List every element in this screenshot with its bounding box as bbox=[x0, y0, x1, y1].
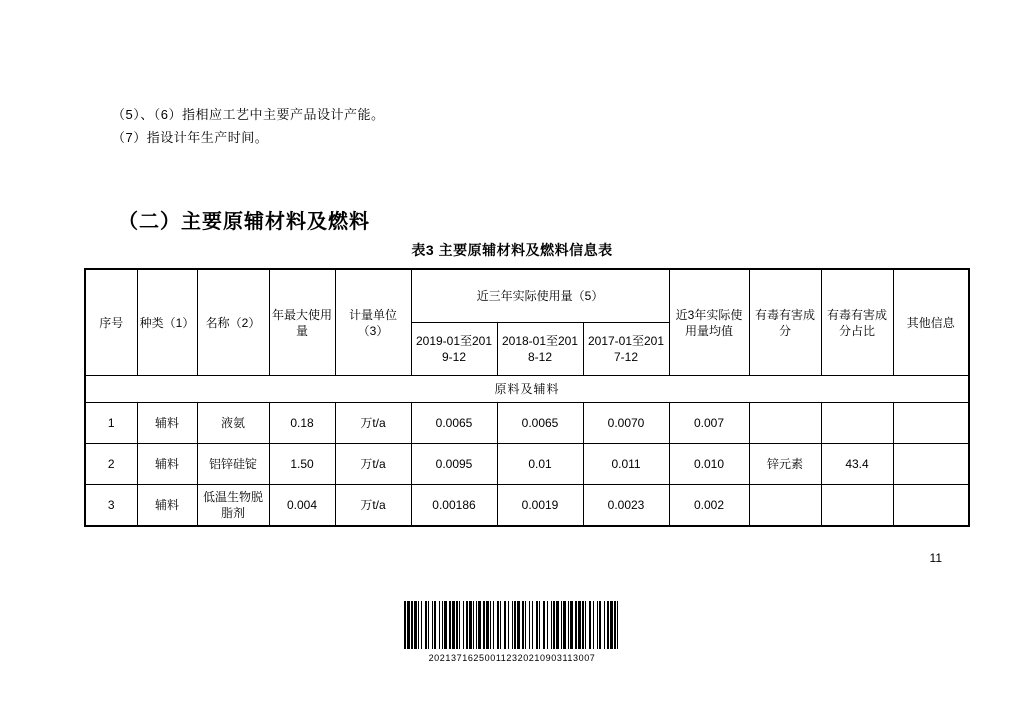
cell-avg3: 0.010 bbox=[669, 444, 749, 485]
cell-toxic-ratio bbox=[821, 403, 893, 444]
header-other: 其他信息 bbox=[893, 269, 969, 376]
cell-avg3: 0.002 bbox=[669, 485, 749, 527]
cell-year-2019: 0.0095 bbox=[411, 444, 497, 485]
cell-toxic bbox=[749, 403, 821, 444]
barcode-area bbox=[0, 592, 1024, 663]
cell-year-2018: 0.0065 bbox=[497, 403, 583, 444]
cell-toxic: 锌元素 bbox=[749, 444, 821, 485]
table-row bbox=[85, 485, 969, 527]
cell-category: 辅料 bbox=[137, 403, 197, 444]
cell-category: 辅料 bbox=[137, 485, 197, 527]
table-row bbox=[85, 403, 969, 444]
header-toxic-ratio: 有毒有害成分占比 bbox=[821, 269, 893, 376]
cell-avg3: 0.007 bbox=[669, 403, 749, 444]
cell-unit: 万t/a bbox=[335, 444, 411, 485]
materials-table bbox=[84, 268, 970, 527]
cell-max-annual: 0.18 bbox=[269, 403, 335, 444]
header-year-2017: 2017-01至2017-12 bbox=[583, 323, 669, 376]
table-title: 表3 主要原辅材料及燃料信息表 bbox=[411, 242, 613, 258]
header-seq: 序号 bbox=[85, 269, 137, 376]
header-recent-group: 近三年实际使用量（5） bbox=[411, 269, 669, 323]
cell-toxic-ratio bbox=[821, 485, 893, 527]
cell-other bbox=[893, 403, 969, 444]
cell-toxic-ratio: 43.4 bbox=[821, 444, 893, 485]
cell-year-2017: 0.011 bbox=[583, 444, 669, 485]
cell-name: 铝锌硅锭 bbox=[197, 444, 269, 485]
table-row bbox=[85, 444, 969, 485]
cell-max-annual: 0.004 bbox=[269, 485, 335, 527]
footnote-line-1: （5）、（6）指相应工艺中主要产品设计产能。 bbox=[112, 107, 385, 122]
cell-other bbox=[893, 485, 969, 527]
group-row-label: 原料及辅料 bbox=[85, 376, 969, 403]
footnote-line-2: （7）指设计年生产时间。 bbox=[112, 130, 269, 145]
cell-unit: 万t/a bbox=[335, 485, 411, 527]
table-group-row bbox=[85, 376, 969, 403]
section-heading: （二）主要原辅材料及燃料 bbox=[118, 211, 370, 233]
barcode-image bbox=[404, 601, 621, 649]
header-category: 种类（1） bbox=[137, 269, 197, 376]
header-avg3: 近3年实际使用量均值 bbox=[669, 269, 749, 376]
cell-year-2018: 0.0019 bbox=[497, 485, 583, 527]
cell-name: 低温生物脱脂剂 bbox=[197, 485, 269, 527]
cell-seq: 3 bbox=[85, 485, 137, 527]
cell-other bbox=[893, 444, 969, 485]
cell-toxic bbox=[749, 485, 821, 527]
header-name: 名称（2） bbox=[197, 269, 269, 376]
header-unit: 计量单位（3） bbox=[335, 269, 411, 376]
cell-year-2019: 0.00186 bbox=[411, 485, 497, 527]
header-year-2018: 2018-01至2018-12 bbox=[497, 323, 583, 376]
cell-seq: 2 bbox=[85, 444, 137, 485]
header-max-annual: 年最大使用量 bbox=[269, 269, 335, 376]
cell-max-annual: 1.50 bbox=[269, 444, 335, 485]
cell-unit: 万t/a bbox=[335, 403, 411, 444]
cell-category: 辅料 bbox=[137, 444, 197, 485]
page-number: 11 bbox=[929, 551, 942, 565]
barcode-text: 202137162500112320210903113007 bbox=[428, 653, 596, 663]
cell-year-2018: 0.01 bbox=[497, 444, 583, 485]
header-toxic: 有毒有害成分 bbox=[749, 269, 821, 376]
cell-seq: 1 bbox=[85, 403, 137, 444]
footnotes bbox=[112, 103, 384, 149]
cell-year-2019: 0.0065 bbox=[411, 403, 497, 444]
cell-name: 液氨 bbox=[197, 403, 269, 444]
cell-year-2017: 0.0023 bbox=[583, 485, 669, 527]
header-year-2019: 2019-01至2019-12 bbox=[411, 323, 497, 376]
cell-year-2017: 0.0070 bbox=[583, 403, 669, 444]
